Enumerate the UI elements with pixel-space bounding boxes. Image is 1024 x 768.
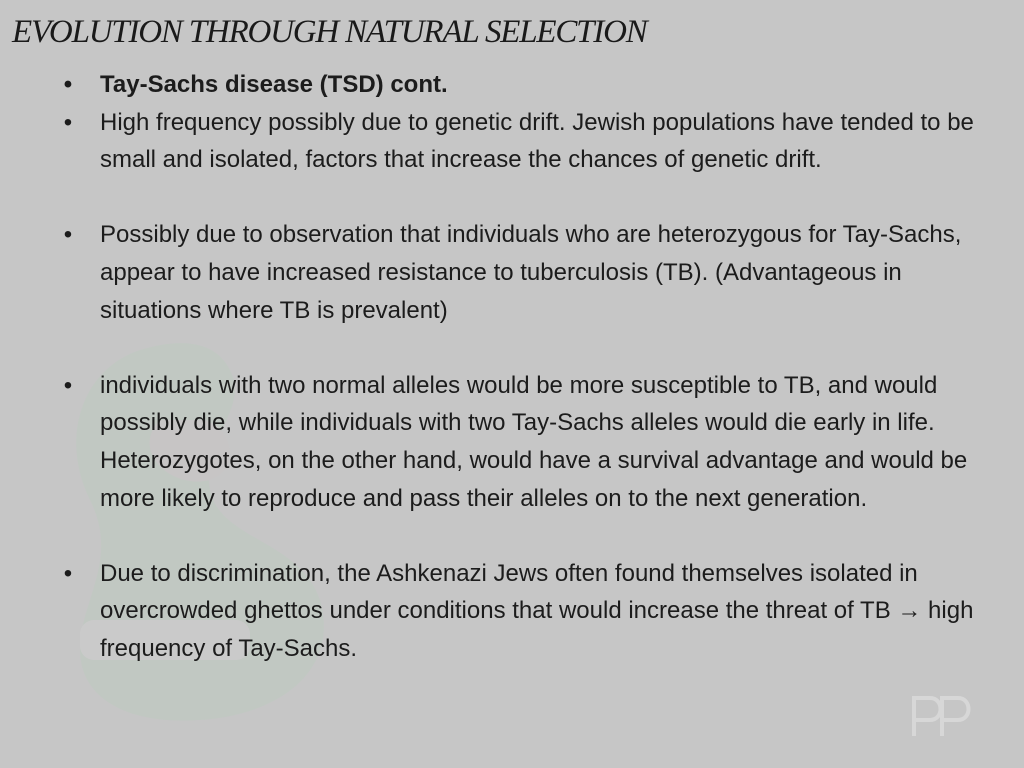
bullet-text: High frequency possibly due to genetic drift. Jewish populations have tended to be small and isolated, factors that increase the chances of genetic drift. [100,108,974,174]
bullet-text: high frequency of Tay-Sachs. [100,597,974,662]
bullet-item [58,216,988,329]
bullet-item [58,367,988,517]
pp-logo-icon [910,694,972,738]
bullet-dot: • [63,371,73,399]
right-arrow-icon: → [897,597,922,625]
slide-title: EVOLUTION THROUGH NATURAL SELECTION [12,14,647,50]
bullet-text: Due to discrimination, the Ashkenazi Jews often found themselves isolated in overcrowded ghettos under conditions that would increase the threat of TB [100,559,918,625]
bullet-item [58,66,988,104]
bullet-item [58,555,988,668]
bullet-list [58,66,988,668]
bullet-dot: • [63,108,73,136]
bullet-item [58,104,988,179]
bullet-text: individuals with two normal alleles would be more susceptible to TB, and would possibly die, while individuals with two Tay-Sachs alleles would die early in life. Heterozygotes, on the other hand, would have a survival advantage and would be more likely to reproduce and pass their alleles on to the next generation. [100,371,968,512]
bullet-text: Tay-Sachs disease (TSD) cont. [100,71,448,98]
bullet-dot: • [63,221,73,249]
bullet-dot: • [63,559,73,587]
bullet-dot: • [63,71,73,98]
bullet-text: Possibly due to observation that individuals who are heterozygous for Tay-Sachs, appear to have increased resistance to tuberculosis (TB). (Advantageous in situations where TB is prevalent) [100,221,962,324]
